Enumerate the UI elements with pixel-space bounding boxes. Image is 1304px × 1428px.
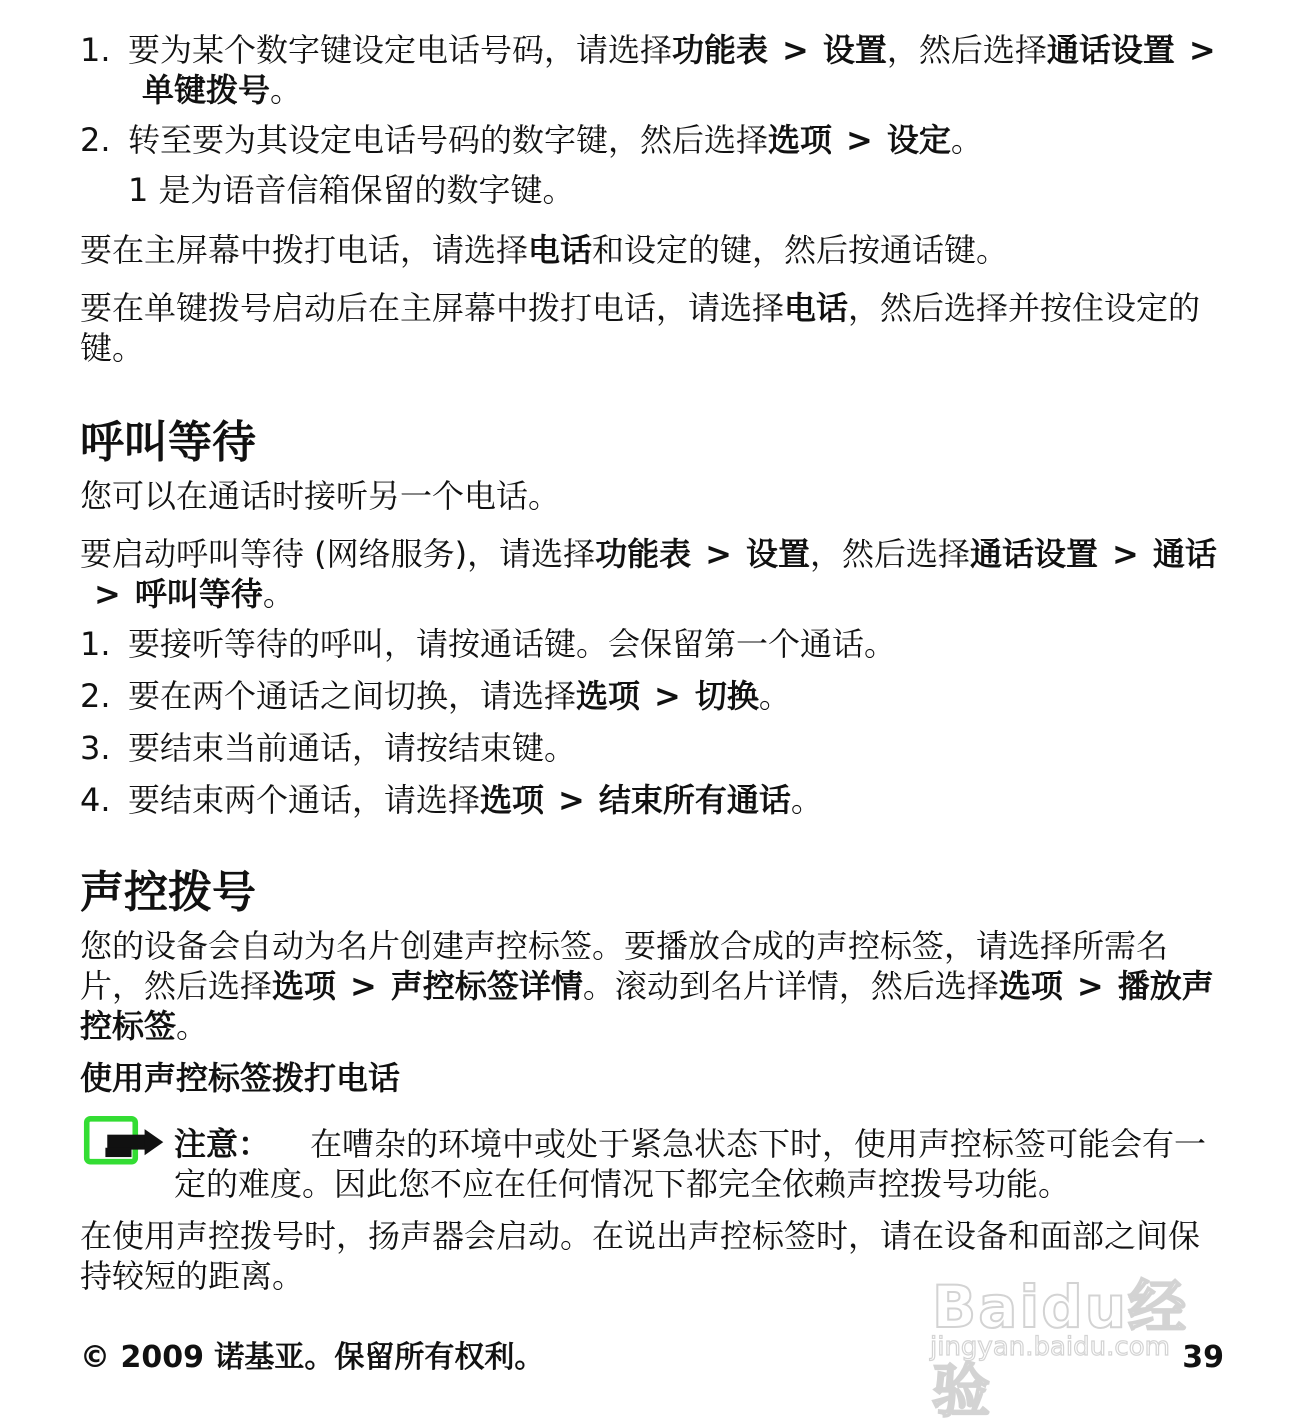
watermark-url: jingyan.baidu.com: [930, 1332, 1170, 1362]
paragraph-voice-usage: 在使用声控拨号时，扬声器会启动。在说出声控标签时，请在设备和面部之间保持较短的距离。: [80, 1217, 1201, 1295]
list-item: 4. 要结束两个通话，请选择选项 > 结束所有通话。: [80, 781, 823, 819]
list-item: 2. 要在两个通话之间切换，请选择选项 > 切换。: [80, 677, 791, 715]
heading-call-waiting: 呼叫等待: [80, 417, 256, 468]
copyright: © 2009 诺基亚。保留所有权利。: [80, 1340, 545, 1375]
watermark-logo: Baidu经验: [932, 1273, 1189, 1425]
paragraph-voice-desc: 您的设备会自动为名片创建声控标签。要播放合成的声控标签，请选择所需名片，然后选择选项 > 声控标签详情。滚动到名片详情，然后选择选项 > 播放声控标签。: [80, 927, 1214, 1045]
subheading-voice-tag-call: 使用声控标签拨打电话: [80, 1059, 401, 1097]
paragraph-call-home: 要在主屏幕中拨打电话，请选择电话和设定的键，然后按通话键。: [80, 231, 1009, 269]
list-item: 2. 转至要为其设定电话号码的数字键，然后选择选项 > 设定。: [80, 121, 983, 159]
list-item: 1. 要为某个数字键设定电话号码，请选择功能表 > 设置，然后选择通话设置 >单键拨号。: [80, 31, 1216, 109]
heading-voice-dialing: 声控拨号: [80, 867, 256, 918]
list-item: 1. 要接听等待的呼叫，请按通话键。会保留第一个通话。: [80, 625, 897, 663]
paragraph-call-speed-dial: 要在单键拨号启动后在主屏幕中拨打电话，请选择电话，然后选择并按住设定的键。: [80, 289, 1201, 367]
note-hand-icon: [80, 1116, 170, 1172]
paragraph-waiting-enable: 要启动呼叫等待 (网络服务)，请选择功能表 > 设置，然后选择通话设置 > 通话> 呼叫等待。: [80, 535, 1217, 613]
page-footer: [80, 1340, 1224, 1376]
page-number: 39: [1182, 1340, 1224, 1375]
paragraph-waiting-desc: 您可以在通话时接听另一个电话。: [80, 477, 561, 515]
document-page: [80, 30, 1228, 1296]
note-block: 注意： 在嘈杂的环境中或处于紧急状态下时，使用声控标签可能会有一定的难度。因此您不应在任何情况下都完全依赖声控拨号功能。: [80, 1124, 1228, 1204]
list-subnote: 1 是为语音信箱保留的数字键。: [128, 171, 575, 209]
list-item: 3. 要结束当前通话，请按结束键。: [80, 729, 577, 767]
